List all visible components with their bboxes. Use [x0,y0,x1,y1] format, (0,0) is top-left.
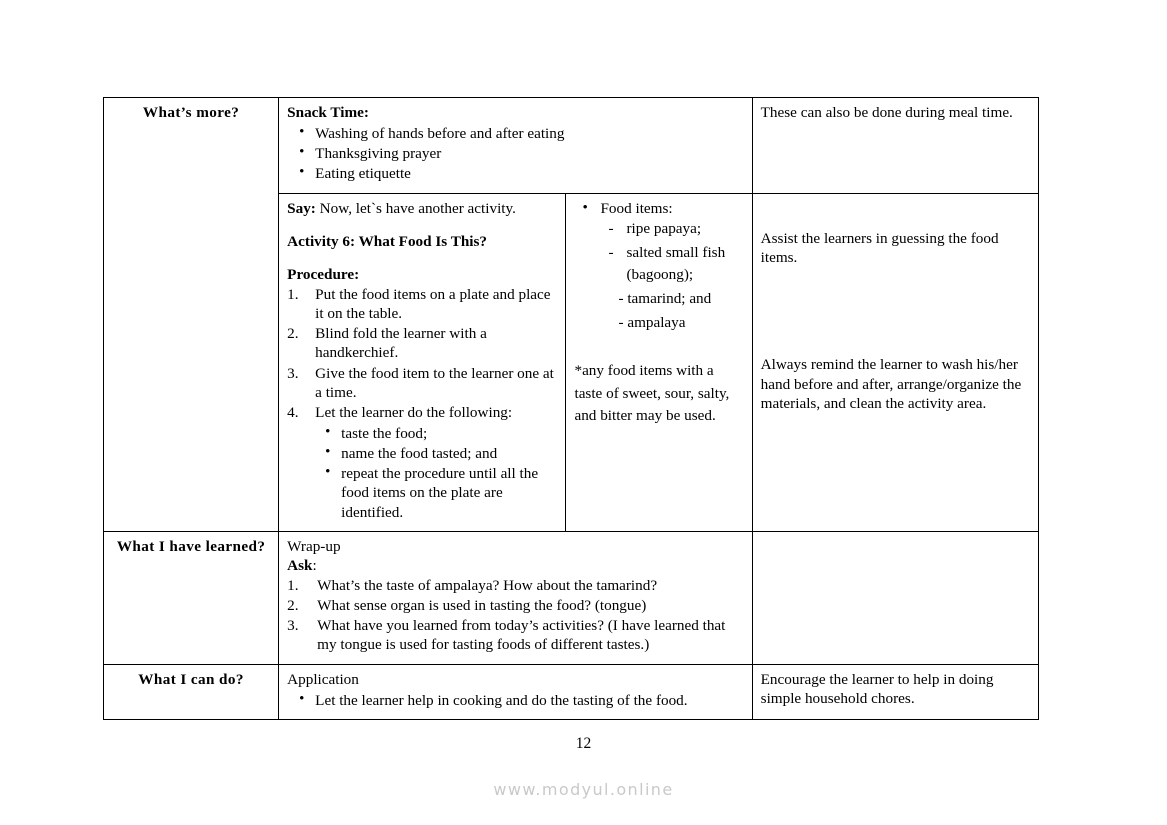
list-item [600,288,743,310]
ask-colon: : [312,556,317,574]
reminder-note: Always remind the learner to wash his/her hand before and after, arrange/organize the materials, and clean the activity area. [760,356,1022,413]
list-item [287,691,743,710]
application-note: Encourage the learner to help in doing simple household chores. [760,670,994,707]
sub-bullet-text: name the food tasted; and [341,445,498,463]
assist-note: Assist the learners in guessing the food items. [760,229,999,267]
list-item [287,576,743,595]
list-item [287,164,743,183]
wrapup-title: Wrap-up [287,537,341,555]
table-row [104,531,1039,664]
list-item [287,616,743,654]
application-cell [279,664,752,719]
list-item [315,444,557,463]
wrapup-question-list [287,576,743,655]
procedure-step-list [287,285,557,522]
list-item [315,424,557,443]
procedure-step-text: Give the food item to the learner one at a time. [315,364,554,401]
list-item [600,242,743,286]
snack-time-note-cell [752,98,1038,194]
lesson-plan-table [103,97,1039,720]
list-item [287,324,557,362]
food-items-note: *any food items with a taste of sweet, sour, salty, and bitter may be used. [574,361,730,425]
snack-time-bullet-list [287,124,743,183]
say-label: Say: [287,199,316,217]
food-item-text: - ampalaya [618,313,686,331]
sub-bullet-text: repeat the procedure until all the food items on the plate are identified. [341,465,539,521]
list-item [287,285,557,323]
row-label-what-i-can-do: What I can do? [104,664,279,719]
food-item-text: - tamarind; and [618,289,712,307]
list-item [574,199,743,334]
row-label-whats-more: What’s more? [104,98,279,532]
snack-time-note: These can also be done during meal time. [760,104,1013,121]
watermark: www.modyul.online [493,780,674,799]
snack-time-title: Snack Time: [287,104,369,121]
ask-label: Ask [287,556,313,574]
snack-bullet-text: Eating etiquette [315,165,411,183]
food-items-heading: Food items: [600,199,673,217]
sub-bullet-text: taste the food; [341,424,428,442]
procedure-title: Procedure: [287,265,360,283]
list-item [287,124,743,143]
application-bullet-list [287,691,743,710]
question-text: What have you learned from today’s activities? (I have learned that my tongue is used for tasting foods of different tastes.) [317,617,726,654]
application-bullet-text: Let the learner help in cooking and do the tasting of the food. [315,691,688,709]
food-items-sublist [600,218,743,334]
snack-bullet-text: Washing of hands before and after eating [315,125,565,143]
procedure-step-text: Put the food items on a plate and place it on the table. [315,285,551,323]
whats-more-procedure-cell [279,193,566,531]
snack-bullet-text: Thanksgiving prayer [315,145,442,163]
list-item [600,218,743,240]
list-item [287,364,557,402]
food-item-text: ripe papaya; [626,219,702,237]
table-row [104,98,1039,194]
procedure-step-text: Blind fold the learner with a handkerchief. [315,325,487,362]
wrapup-notes-cell [752,531,1038,664]
list-item [287,403,557,522]
food-item-text: salted small fish (bagoong); [626,243,726,283]
food-items-list [574,199,743,334]
say-text: Now, let`s have another activity. [315,199,516,217]
food-items-cell [566,193,752,531]
ask-line [287,556,743,575]
list-item [287,596,743,615]
procedure-sub-bullet-list [315,424,557,522]
question-text: What’s the taste of ampalaya? How about the tamarind? [317,576,658,594]
list-item [600,312,743,334]
page-number: 12 [575,735,592,752]
application-notes-cell [752,664,1038,719]
whats-more-notes-cell [752,193,1038,531]
wrapup-cell [279,531,752,664]
procedure-step-text: Let the learner do the following: [315,403,513,421]
list-item [287,144,743,163]
row-label-what-i-have-learned: What I have learned? [104,531,279,664]
table-row [104,664,1039,719]
say-line [287,199,557,218]
application-title: Application [287,670,359,688]
list-item [315,464,557,521]
activity-title: Activity 6: What Food Is This? [287,232,488,250]
snack-time-cell [279,98,752,194]
question-text: What sense organ is used in tasting the food? (tongue) [317,597,647,615]
